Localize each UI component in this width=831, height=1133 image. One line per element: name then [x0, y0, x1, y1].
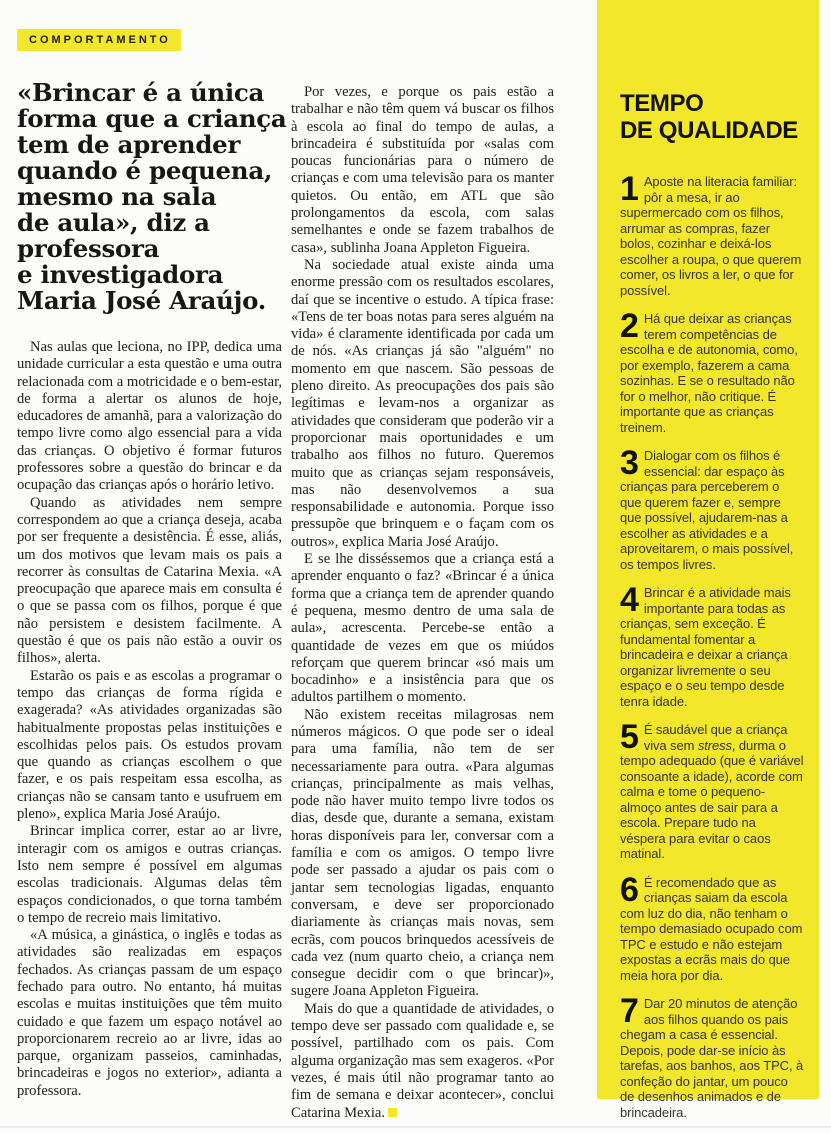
- headline-quote: [17, 80, 297, 314]
- tip-text-italic: stress: [697, 737, 732, 753]
- sidebar-title-line: TEMPO: [620, 90, 704, 117]
- page-bottom-edge: [0, 1126, 831, 1128]
- tip-text-segment: É saudável que a criança viva sem: [643, 722, 788, 753]
- tip-number: 4: [620, 581, 639, 619]
- headline-line: «Brincar é a única: [17, 78, 265, 107]
- article-paragraph-text: Mais do que a quantidade de atividades, o tempo deve ser passado com qualidade e, se possível, partilhado com os pais. Com alguma organização mas sem exageros. «Por vezes, é mais útil não programar tanto ao fim de semana e deixar acontecer», conclui Catarina Mexia.: [291, 1000, 554, 1121]
- tip-item: [620, 444, 804, 572]
- article-paragraph: «A música, a ginástica, o inglês e todas as atividades são realizadas em espaços fechados. As crianças passam de um espaço fechado para outro. No entanto, há muitas escolas e muitas instituições que têm muito cuidado e que fazem um espaço notável ao proporcionarem recreio ao ar livre, idas ao parque, organizam passeios, caminhadas, brincadeiras e jogos no exterior», adianta a professora.: [17, 927, 282, 1099]
- headline-line: de aula», diz a: [17, 208, 210, 237]
- tip-item: [620, 992, 804, 1120]
- tip-number: 5: [620, 718, 639, 756]
- article-paragraph: Não existem receitas milagrosas nem números mágicos. O que pode ser o ideal para uma família, não tem de ser necessariamente para outra. «Para algumas crianças, principalmente as mais velhas, pode não haver muito tempo livre todos os dias, desde que, durante a semana, existam horas disponíveis para ler, conversar com a família e com os amigos. O tempo livre pode ser passado a ajudar os pais com o jantar sem tecnologias ligadas, enquanto conversam, e deve ser proporcionado diariamente às crianças mais novas, sem ecrãs, com poucos brinquedos acessíveis de cada vez (num quarto cheio, a criança nem consegue decidir com o que brincar)», sugere Joana Appleton Figueira.: [291, 706, 554, 1000]
- tip-text: Brincar é a atividade mais importante para todas as crianças, sem exceção. É fundamental fomentar a brincadeira e deixar a criança organizar livremente o seu espaço e o seu tempo desde tenra idade.: [620, 585, 791, 709]
- sidebar-tips-box: [597, 0, 819, 1120]
- category-tag: COMPORTAMENTO: [17, 29, 181, 51]
- article-paragraph: Nas aulas que leciona, no IPP, dedica uma unidade curricular a esta questão e uma outra relacionada com a motricidade e o bem-estar, de forma a alertar os alunos de hoje, educadores de amanhã, para a valorização do tempo livre como algo essencial para a vida das crianças. O objetivo é formar futuros professores sobre a questão do brincar e da ocupação das crianças após o horário letivo.: [17, 339, 282, 494]
- sidebar-title-line: DE QUALIDADE: [620, 117, 798, 144]
- tip-number: 6: [620, 870, 639, 909]
- article-paragraph: [291, 1001, 554, 1122]
- article-column-middle: [291, 84, 554, 1122]
- tip-item: [620, 718, 804, 862]
- article-column-left: [17, 339, 282, 1100]
- tip-item: [620, 870, 804, 984]
- sidebar-title: [620, 90, 804, 144]
- article-paragraph: Por vezes, e porque os pais estão a trabalhar e não têm quem vá buscar os filhos à escola ao final do tempo de aulas, a brincadeira é substituída por «salas com poucas funcionárias para o número de crianças e com uma televisão para os manter quietos. Ou então, em ATL que são prolongamentos da escola, com salas semelhantes e onde se fazem trabalhos de casa», sublinha Joana Appleton Figueira.: [291, 84, 554, 256]
- headline-line: e investigadora: [17, 260, 224, 289]
- tip-text: Há que deixar as crianças terem competências de escolha e de autonomia, como, por exemplo, fazerem a cama sozinhas. E se o resultado não for o melhor, não critique. É importante que as crianças treinem.: [620, 311, 798, 435]
- tip-text: Dar 20 minutos de atenção aos filhos quando os pais chegam a casa é essencial. Depois, pode dar-se início às tarefas, aos banhos, aos TPC, à confeção do jantar, um pouco de desenhos animados e de brincadeira.: [620, 996, 804, 1120]
- tip-number: 2: [620, 307, 639, 345]
- article-paragraph: E se lhe disséssemos que a criança está a aprender enquanto o faz? «Brincar é a única forma que a criança tem de aprender quando é pequena, mesmo dentro de uma sala de aula», acrescenta. Percebe-se então a quantidade de vezes em que os miúdos reforçam que querem brincar «só mais um bocadinho» e a insistência para que os adultos partilhem o momento.: [291, 551, 554, 706]
- headline-line: Maria José Araújo.: [17, 286, 266, 315]
- headline-line: tem de aprender: [17, 130, 241, 159]
- tip-item: [620, 170, 804, 298]
- tip-text-segment: , durma o tempo adequado (que é variável consoante a idade), acorde com calma e tome o pequeno-almoço antes de sair para a escola. Prepare tudo na véspera para evitar o caos matinal.: [620, 737, 804, 861]
- tip-text: É recomendado que as crianças saiam da escola com luz do dia, não tenham o tempo demasiado ocupado com TPC e estudo e não estejam expostas a ecrãs mais do que meia hora por dia.: [620, 874, 803, 983]
- article-paragraph: Brincar implica correr, estar ao ar livre, interagir com os amigos e outras crianças. Isto nem sempre é possível em algumas escolas tradicionais. Algumas delas têm espaços condicionados, o que torna também o tempo de recreio mais limitativo.: [17, 823, 282, 926]
- article-paragraph: Quando as atividades nem sempre correspondem ao que a criança deseja, acaba por ser frequente a desistência. É esse, aliás, um dos motivos que levam mais os pais a recorrer às consultas de Catarina Mexia. «A preocupação que aparece mais em consulta é o que se passa com os filhos, porque é que não persistem e desistem facilmente. A questão é que os pais não estão a ouvir os filhos», alerta.: [17, 494, 282, 667]
- headline-line: mesmo na sala: [17, 182, 217, 211]
- tip-number: 1: [620, 170, 639, 208]
- article-paragraph: Na sociedade atual existe ainda uma enorme pressão com os resultados escolares, daí que se incentive o estudo. A típica frase: «Tens de ter boas notas para seres alguém na vida» é claramente identificada por cada um de nós. «As crianças já são "alguém" no momento em que nascem. São pessoas de pleno direito. As preocupações dos pais são legítimas e levam-nos a organizar as atividades que consideram que poderão vir a proporcionar mais oportunidades e um trabalho aos filhos no futuro. Queremos muito que as crianças sejam responsáveis, mas não desenvolvemos a sua responsabilidade e autonomia. Porque isso pressupõe que brinquem e o façam com os outros», explica Maria José Araújo.: [291, 256, 554, 550]
- tip-text: Dialogar com os filhos é essencial: dar espaço às crianças para perceberem o que querem fazer e, sempre que possível, ajudarem-nas a escolher as atividades e a aproveitarem, o mais possível, os tempos livres.: [620, 448, 794, 572]
- headline-line: forma que a criança: [17, 104, 287, 133]
- end-of-article-icon: [388, 1108, 397, 1117]
- tip-number: 7: [620, 992, 639, 1030]
- article-paragraph: Estarão os pais e as escolas a programar o tempo das crianças de forma rígida e exagerada? «As atividades organizadas são habitualmente propostas pelas instituições e escolhidas pelos pais. Os estudos provam que quando as crianças escolhem o que fazer, e os pais respeitam essa escolha, as crianças não se cansam tanto e usufruem em pleno», explica Maria José Araújo.: [17, 667, 282, 823]
- headline-line: quando é pequena,: [17, 156, 273, 185]
- headline-line: professora: [17, 234, 160, 263]
- tip-item: [620, 581, 804, 709]
- tip-item: [620, 307, 804, 435]
- tip-number: 3: [620, 444, 639, 482]
- tip-text: [620, 718, 804, 861]
- tip-text: Aposte na literacia familiar: pôr a mesa, ir ao supermercado com os filhos, arrumar as compras, fazer bolos, cozinhar e deixá-los escolher a roupa, o que querem comer, os livros a ler, o que for possível.: [620, 174, 802, 298]
